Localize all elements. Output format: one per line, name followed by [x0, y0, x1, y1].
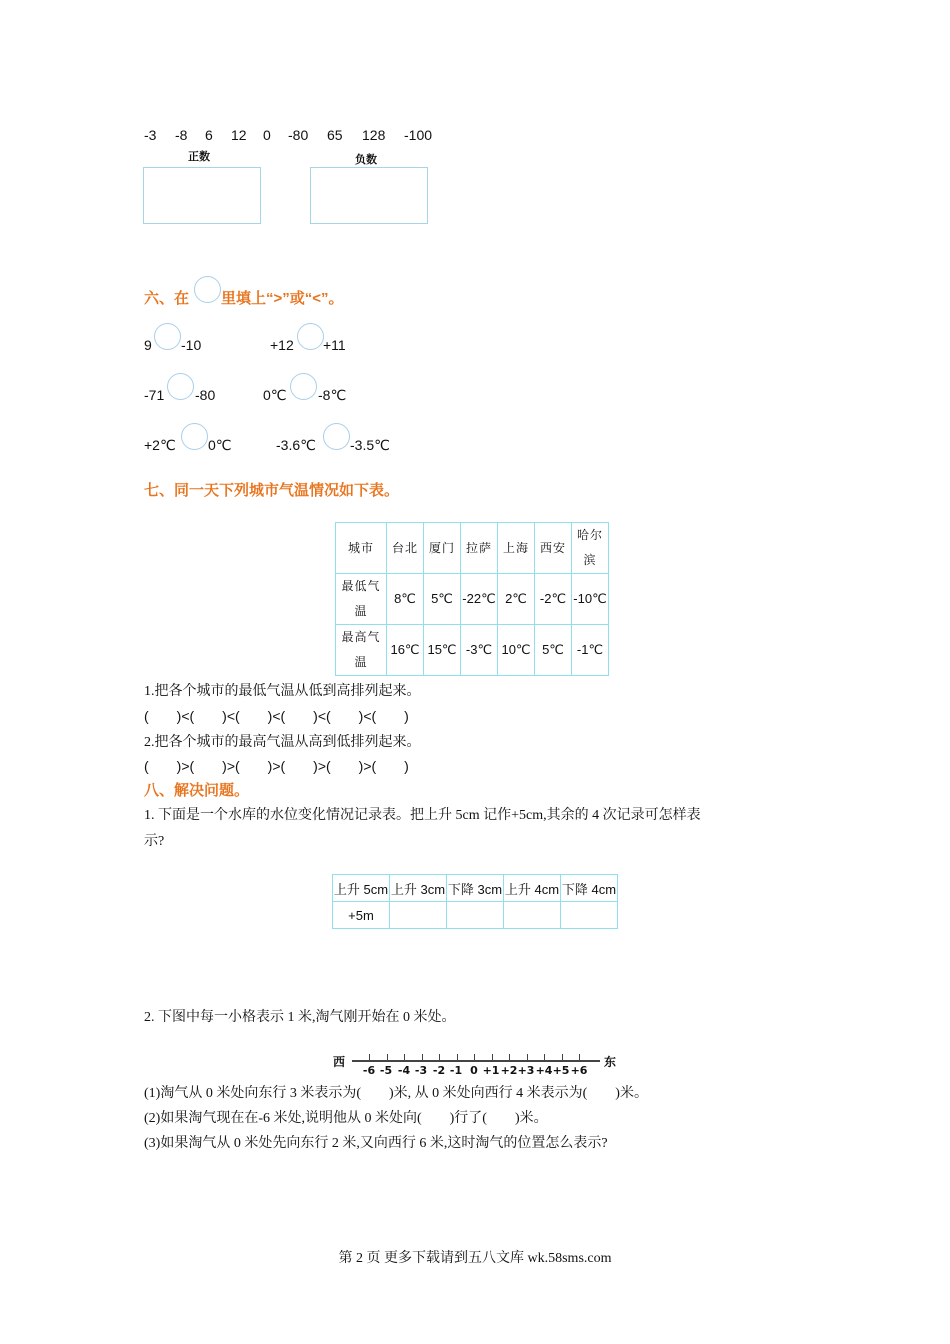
number-item: -3 — [144, 127, 157, 143]
number-line-tick — [387, 1054, 388, 1060]
positive-box-label: 正数 — [188, 150, 210, 163]
number-line-tick — [474, 1054, 475, 1060]
number-item: 12 — [231, 127, 247, 143]
number-item: 0 — [263, 127, 271, 143]
negative-number-box[interactable] — [310, 167, 428, 224]
number-line-tick — [579, 1054, 580, 1060]
table-cell: -3℃ — [461, 625, 498, 676]
compare-left: +2℃ — [144, 437, 176, 453]
table-header-cell: 下降 3cm — [447, 875, 504, 902]
temperature-table — [335, 522, 609, 676]
number-line-tick — [457, 1054, 458, 1060]
number-line-label: +4 — [535, 1064, 553, 1077]
number-line-label: +5 — [552, 1064, 570, 1077]
table-cell: 8℃ — [387, 574, 424, 625]
west-label: 西 — [333, 1055, 346, 1069]
answer-cell[interactable] — [504, 902, 561, 929]
compare-right: 0℃ — [208, 437, 232, 453]
table-cell: +5m — [333, 902, 390, 929]
table-cell: 10℃ — [498, 625, 535, 676]
table-header-cell: 上升 5cm — [333, 875, 390, 902]
number-line-label: -6 — [362, 1064, 376, 1077]
number-line-tick — [544, 1054, 545, 1060]
number-line-label: -3 — [414, 1064, 428, 1077]
sub-question-1: (1)淘气从 0 米处向东行 3 米表示为( )米, 从 0 米处向西行 4 米表示为( )米。 — [144, 1086, 648, 1101]
compare-right: -8℃ — [318, 387, 347, 403]
table-header-cell: 上海 — [498, 523, 535, 574]
compare-right: -10 — [181, 337, 202, 353]
answer-cell[interactable] — [561, 902, 618, 929]
problem-1-text: 1. 下面是一个水库的水位变化情况记录表。把上升 5cm 记作+5cm,其余的 4 次记录可怎样表 — [144, 808, 701, 823]
number-line-label: 0 — [470, 1064, 478, 1077]
number-line-label: +6 — [570, 1064, 588, 1077]
compare-answer-circle[interactable] — [297, 323, 324, 350]
number-line-label: -4 — [397, 1064, 411, 1077]
table-header-cell: 下降 4cm — [561, 875, 618, 902]
number-line-label: -5 — [379, 1064, 393, 1077]
number-line-axis — [352, 1060, 600, 1062]
number-line-tick — [422, 1054, 423, 1060]
compare-left: -71 — [144, 387, 165, 403]
sub-question-2: (2)如果淘气现在在-6 米处,说明他从 0 米处向( )行了( )米。 — [144, 1111, 548, 1126]
table-header-cell: 台北 — [387, 523, 424, 574]
page-footer: 第 2 页 更多下载请到五八文库 wk.58sms.com — [338, 1251, 612, 1266]
table-row-label: 最高气温 — [336, 625, 387, 676]
answer-line-7-2[interactable]: ( )>( )>( )>( )>( )>( ) — [144, 758, 409, 774]
table-header-cell: 上升 4cm — [504, 875, 561, 902]
table-cell: 16℃ — [387, 625, 424, 676]
compare-left: +12 — [270, 337, 294, 353]
number-line-label: +2 — [500, 1064, 518, 1077]
number-line-label: +3 — [517, 1064, 535, 1077]
answer-cell[interactable] — [447, 902, 504, 929]
table-cell: -10℃ — [572, 574, 609, 625]
table-row — [333, 902, 618, 929]
table-cell: -22℃ — [461, 574, 498, 625]
table-cell: 5℃ — [424, 574, 461, 625]
number-line-tick — [562, 1054, 563, 1060]
table-row — [336, 625, 609, 676]
compare-left: -3.6℃ — [276, 437, 316, 453]
number-line-tick — [369, 1054, 370, 1060]
table-row-label: 最低气温 — [336, 574, 387, 625]
question-7-2: 2.把各个城市的最高气温从高到低排列起来。 — [144, 735, 421, 750]
number-line-label: -2 — [432, 1064, 446, 1077]
table-cell: 15℃ — [424, 625, 461, 676]
table-header-cell: 上升 3cm — [390, 875, 447, 902]
compare-answer-circle[interactable] — [154, 323, 181, 350]
table-row — [336, 574, 609, 625]
table-header-cell: 城市 — [336, 523, 387, 574]
compare-left: 0℃ — [263, 387, 287, 403]
table-cell: 2℃ — [498, 574, 535, 625]
east-label: 东 — [604, 1055, 617, 1069]
table-header-cell: 哈尔滨 — [572, 523, 609, 574]
number-item: 65 — [327, 127, 343, 143]
section-7-title: 七、同一天下列城市气温情况如下表。 — [144, 482, 400, 499]
number-item: 128 — [362, 127, 386, 143]
table-header-cell: 厦门 — [424, 523, 461, 574]
compare-answer-circle[interactable] — [290, 373, 317, 400]
table-header-cell: 拉萨 — [461, 523, 498, 574]
compare-answer-circle[interactable] — [181, 423, 208, 450]
number-line-label: +1 — [482, 1064, 500, 1077]
number-line-tick — [509, 1054, 510, 1060]
number-line-tick — [527, 1054, 528, 1060]
section-6-title-part-b: 里填上“>”或“<”。 — [221, 290, 344, 307]
table-cell: -2℃ — [535, 574, 572, 625]
table-header-cell: 西安 — [535, 523, 572, 574]
number-item: -100 — [404, 127, 433, 143]
answer-cell[interactable] — [390, 902, 447, 929]
question-7-1: 1.把各个城市的最低气温从低到高排列起来。 — [144, 684, 421, 699]
table-row — [336, 523, 609, 574]
water-level-table — [332, 874, 618, 929]
compare-answer-circle[interactable] — [323, 423, 350, 450]
compare-right: -80 — [195, 387, 216, 403]
compare-answer-circle[interactable] — [167, 373, 194, 400]
table-row — [333, 875, 618, 902]
answer-circle-icon — [194, 276, 221, 303]
number-line-tick — [492, 1054, 493, 1060]
compare-right: -3.5℃ — [350, 437, 390, 453]
answer-line-7-1[interactable]: ( )<( )<( )<( )<( )<( ) — [144, 708, 409, 724]
number-line-tick — [404, 1054, 405, 1060]
negative-box-label: 负数 — [355, 153, 377, 166]
problem-2-text: 2. 下图中每一小格表示 1 米,淘气刚开始在 0 米处。 — [144, 1010, 456, 1025]
table-cell: 5℃ — [535, 625, 572, 676]
section-6-title-part-a: 六、在 — [144, 290, 190, 307]
number-line-tick — [439, 1054, 440, 1060]
table-cell: -1℃ — [572, 625, 609, 676]
number-item: -80 — [288, 127, 309, 143]
compare-right: +11 — [323, 337, 346, 353]
problem-1-text-cont: 示? — [144, 834, 165, 849]
number-item: 6 — [205, 127, 213, 143]
number-line-label: -1 — [449, 1064, 463, 1077]
number-item: -8 — [175, 127, 188, 143]
positive-number-box[interactable] — [143, 167, 261, 224]
sub-question-3: (3)如果淘气从 0 米处先向东行 2 米,又向西行 6 米,这时淘气的位置怎么表示? — [144, 1136, 608, 1151]
compare-left: 9 — [144, 337, 152, 353]
section-8-title: 八、解决问题。 — [144, 782, 250, 799]
